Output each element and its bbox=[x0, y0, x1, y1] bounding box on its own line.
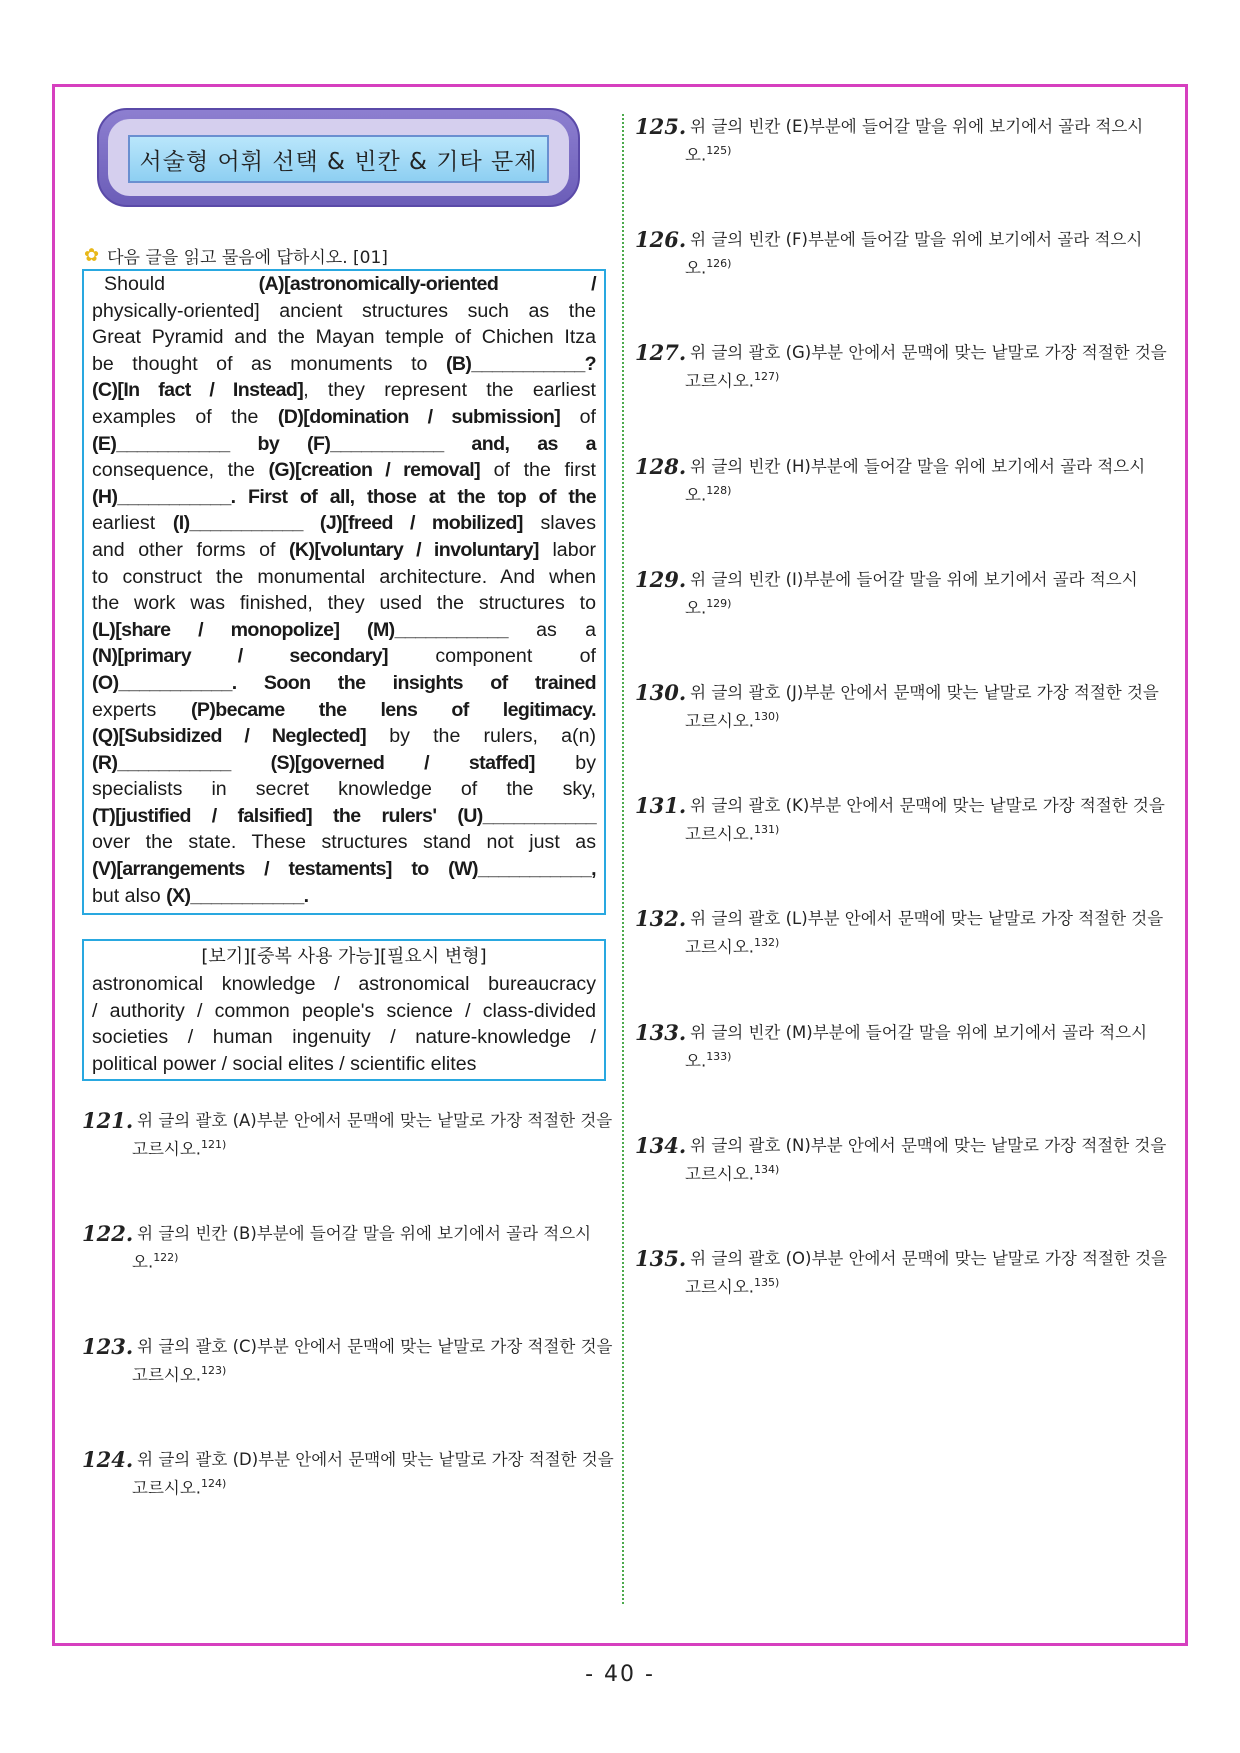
question-number: 130. bbox=[635, 680, 687, 705]
question-text: 위 글의 괄호 (G)부분 안에서 문맥에 맞는 낱말로 가장 적절한 것을 bbox=[690, 343, 1167, 363]
footnote-ref: 125) bbox=[706, 144, 732, 157]
passage-marker: (R)___________ (S)[governed / staffed] bbox=[92, 751, 535, 774]
question-number: 126. bbox=[635, 227, 687, 253]
passage-marker: (T)[justified / falsified] bbox=[92, 804, 313, 827]
passage-marker: (N)[primary / secondary] bbox=[92, 645, 388, 668]
passage-marker: (E)___________ by bbox=[92, 432, 308, 455]
question-number: 132. bbox=[635, 906, 687, 932]
question-text-cont: 오. bbox=[685, 485, 707, 505]
question-135 bbox=[635, 1246, 1165, 1296]
passage-line bbox=[92, 643, 596, 670]
footnote-ref: 129) bbox=[706, 596, 732, 610]
question-121 bbox=[82, 1108, 612, 1158]
passage-marker: (I)___________ (J)[freed / mobilized] bbox=[172, 512, 523, 535]
instruction bbox=[84, 243, 388, 268]
question-text: 위 글의 빈칸 (F)부분에 들어갈 말을 위에 보기에서 골라 적으시 bbox=[690, 230, 1143, 250]
passage-line bbox=[92, 670, 596, 697]
question-text: 위 글의 괄호 (L)부분 안에서 문맥에 맞는 낱말로 가장 적절한 것을 bbox=[690, 909, 1164, 929]
passage-line bbox=[92, 324, 596, 351]
question-128 bbox=[635, 454, 1165, 504]
passage-text: be thought of as monuments to bbox=[92, 352, 446, 375]
question-130 bbox=[635, 680, 1165, 730]
page-title: 서술형 어휘 선택 & 빈칸 & 기타 문제 bbox=[128, 135, 549, 183]
passage-line bbox=[92, 829, 596, 856]
passage-text: specialists in secret knowledge of the sky, bbox=[92, 778, 596, 801]
passage-box bbox=[82, 269, 606, 915]
question-text-cont: 고르시오. bbox=[685, 824, 755, 844]
word-bank-line: political power / social elites / scientific elites bbox=[92, 1052, 477, 1075]
question-text-cont: 오. bbox=[685, 598, 707, 618]
passage-marker: (G)[creation / removal] bbox=[268, 459, 481, 482]
question-132 bbox=[635, 906, 1165, 956]
passage-marker: (C)[In fact / Instead] bbox=[92, 379, 304, 402]
question-text-cont: 오. bbox=[685, 258, 707, 278]
footnote-ref: 128) bbox=[706, 483, 732, 497]
question-text-cont: 고르시오. bbox=[685, 711, 755, 731]
question-129 bbox=[635, 567, 1165, 617]
passage-text: slaves bbox=[522, 512, 597, 535]
question-text: 위 글의 괄호 (O)부분 안에서 문맥에 맞는 낱말로 가장 적절한 것을 bbox=[690, 1249, 1167, 1268]
question-122 bbox=[82, 1221, 612, 1271]
passage-line bbox=[92, 537, 596, 564]
question-number: 129. bbox=[635, 566, 687, 592]
question-123 bbox=[82, 1334, 612, 1384]
question-text: 위 글의 빈칸 (I)부분에 들어갈 말을 위에 보기에서 골라 적으시 bbox=[690, 569, 1138, 589]
passage-line bbox=[92, 723, 596, 750]
column-divider bbox=[622, 114, 624, 1604]
passage-text: by the rulers, a(n) bbox=[366, 725, 596, 748]
passage-line bbox=[92, 803, 596, 830]
question-number: 122. bbox=[82, 1221, 134, 1246]
instruction-text: 다음 글을 읽고 물음에 답하시오. [01] bbox=[107, 248, 388, 268]
question-133 bbox=[635, 1020, 1165, 1070]
question-text: 위 글의 빈칸 (H)부분에 들어갈 말을 위에 보기에서 골라 적으시 bbox=[690, 456, 1146, 476]
passage-marker: to (W)___________, bbox=[391, 858, 597, 881]
question-number: 123. bbox=[82, 1334, 134, 1359]
question-126 bbox=[635, 227, 1165, 277]
question-number: 135. bbox=[635, 1246, 687, 1271]
question-131 bbox=[635, 793, 1165, 843]
passage-line bbox=[92, 404, 596, 431]
word-bank-box bbox=[82, 939, 606, 1081]
passage-marker: (B)___________? bbox=[445, 352, 596, 375]
question-number: 125. bbox=[635, 114, 687, 139]
passage-marker: (K)[voluntary / involuntary] bbox=[289, 538, 539, 561]
passage-line bbox=[92, 457, 596, 484]
question-number: 133. bbox=[635, 1019, 687, 1045]
passage-text: over the state. These structures stand not just as bbox=[92, 831, 596, 854]
word-bank-line: societies / human ingenuity / nature-knowledge / bbox=[92, 1026, 596, 1049]
passage-marker: (V)[arrangements / testaments] bbox=[92, 858, 392, 881]
word-bank-title: [보기][중복 사용 가능][필요시 변형] bbox=[201, 946, 487, 967]
question-text-cont: 고르시오. bbox=[685, 371, 755, 391]
question-text: 위 글의 괄호 (N)부분 안에서 문맥에 맞는 낱말로 가장 적절한 것을 bbox=[690, 1135, 1167, 1155]
question-text-cont: 오. bbox=[132, 1252, 154, 1272]
footnote-ref: 132) bbox=[754, 936, 780, 950]
question-text: 위 글의 빈칸 (E)부분에 들어갈 말을 위에 보기에서 골라 적으시 bbox=[690, 117, 1144, 136]
passage-marker: the rulers' (U)___________ bbox=[312, 804, 596, 827]
passage-text: earliest bbox=[92, 512, 173, 535]
passage-text: component of bbox=[387, 645, 596, 668]
question-text-cont: 고르시오. bbox=[132, 1365, 202, 1385]
passage-marker: (F)___________ and, as a bbox=[307, 432, 596, 455]
passage-text: , they represent the earliest bbox=[303, 379, 596, 402]
title-banner bbox=[97, 108, 580, 207]
footnote-ref: 123) bbox=[201, 1364, 227, 1377]
question-text-cont: 고르시오. bbox=[685, 937, 755, 957]
passage-line bbox=[92, 271, 596, 298]
passage-line bbox=[92, 564, 596, 591]
passage-marker: (L)[share / monopolize] (M)___________ bbox=[92, 618, 508, 641]
question-text-cont: 오. bbox=[685, 145, 707, 165]
footnote-ref: 126) bbox=[706, 257, 732, 271]
footnote-ref: 133) bbox=[706, 1049, 732, 1063]
passage-line bbox=[92, 590, 596, 617]
question-124 bbox=[82, 1447, 612, 1497]
passage-line bbox=[92, 484, 596, 511]
passage-text: as a bbox=[507, 618, 596, 641]
question-text: 위 글의 괄호 (K)부분 안에서 문맥에 맞는 낱말로 가장 적절한 것을 bbox=[690, 796, 1165, 816]
passage-marker: (H)___________. First of all, those at the top of the bbox=[92, 485, 596, 508]
passage-text: of the first bbox=[480, 459, 597, 482]
passage-text: to construct the monumental architecture. And when bbox=[92, 565, 596, 588]
passage-line bbox=[92, 856, 596, 883]
footnote-ref: 122) bbox=[153, 1251, 179, 1264]
passage-text: consequence, the bbox=[92, 459, 269, 482]
passage-marker: (A)[astronomically-oriented / bbox=[258, 273, 596, 295]
question-number: 128. bbox=[635, 453, 687, 479]
question-text-cont: 고르시오. bbox=[685, 1277, 755, 1297]
passage-text: of bbox=[560, 405, 596, 428]
passage-marker: (D)[domination / submission] bbox=[277, 405, 561, 428]
passage-text: but also bbox=[92, 884, 167, 907]
footnote-ref: 130) bbox=[754, 710, 780, 723]
word-bank-line: astronomical knowledge / astronomical bureaucracy bbox=[92, 973, 596, 995]
footnote-ref: 134) bbox=[754, 1162, 780, 1176]
word-bank-line: / authority / common people's science / class-divided bbox=[92, 999, 596, 1022]
passage-line bbox=[92, 617, 596, 644]
flower-icon: ✿ bbox=[84, 245, 100, 266]
passage-marker: (O)___________. Soon the insights of trained bbox=[92, 671, 596, 694]
question-text: 위 글의 괄호 (C)부분 안에서 문맥에 맞는 낱말로 가장 적절한 것을 bbox=[137, 1337, 613, 1356]
question-number: 127. bbox=[635, 340, 687, 366]
passage-text: physically-oriented] bbox=[92, 299, 260, 322]
passage-line bbox=[92, 697, 596, 724]
question-number: 124. bbox=[82, 1447, 134, 1472]
passage-text: Should bbox=[104, 273, 259, 295]
question-125 bbox=[635, 114, 1165, 164]
question-text: 위 글의 괄호 (A)부분 안에서 문맥에 맞는 낱말로 가장 적절한 것을 bbox=[137, 1111, 613, 1130]
footnote-ref: 131) bbox=[754, 823, 780, 837]
passage-line bbox=[92, 431, 596, 458]
question-text-cont: 오. bbox=[685, 1051, 707, 1071]
passage-line bbox=[92, 298, 596, 325]
passage-text: by bbox=[534, 751, 597, 774]
footnote-ref: 127) bbox=[754, 370, 780, 384]
question-134 bbox=[635, 1133, 1165, 1183]
question-text-cont: 고르시오. bbox=[132, 1478, 202, 1498]
passage-marker: (P)became the lens of legitimacy. bbox=[190, 698, 596, 721]
question-text-cont: 고르시오. bbox=[132, 1139, 202, 1159]
passage-line bbox=[92, 750, 596, 777]
passage-text: ancient structures such as the bbox=[259, 299, 596, 322]
passage-line bbox=[92, 883, 596, 910]
passage-text: and other forms of bbox=[92, 538, 289, 561]
question-text: 위 글의 빈칸 (B)부분에 들어갈 말을 위에 보기에서 골라 적으시 bbox=[137, 1224, 592, 1243]
page-number: - 40 - bbox=[585, 1662, 655, 1687]
question-127 bbox=[635, 340, 1165, 390]
passage-line bbox=[92, 776, 596, 803]
passage-line bbox=[92, 510, 596, 537]
passage-text: Great Pyramid and the Mayan temple of Chichen Itza bbox=[92, 326, 596, 349]
footnote-ref: 124) bbox=[201, 1477, 227, 1490]
passage-line bbox=[92, 351, 596, 378]
question-number: 121. bbox=[82, 1108, 134, 1133]
footnote-ref: 135) bbox=[754, 1276, 780, 1289]
question-number: 131. bbox=[635, 793, 687, 819]
question-text: 위 글의 괄호 (D)부분 안에서 문맥에 맞는 낱말로 가장 적절한 것을 bbox=[137, 1450, 614, 1469]
passage-marker: (X)___________. bbox=[166, 884, 309, 907]
passage-text: the work was finished, they used the structures to bbox=[92, 592, 596, 615]
passage-line bbox=[92, 377, 596, 404]
question-text: 위 글의 빈칸 (M)부분에 들어갈 말을 위에 보기에서 골라 적으시 bbox=[690, 1022, 1148, 1042]
question-number: 134. bbox=[635, 1132, 687, 1158]
question-text-cont: 고르시오. bbox=[685, 1164, 755, 1184]
passage-text: examples of the bbox=[92, 405, 278, 428]
passage-text: experts bbox=[92, 698, 191, 721]
question-text: 위 글의 괄호 (J)부분 안에서 문맥에 맞는 낱말로 가장 적절한 것을 bbox=[690, 683, 1159, 702]
passage-text: labor bbox=[538, 538, 597, 561]
footnote-ref: 121) bbox=[201, 1138, 227, 1151]
passage-marker: (Q)[Subsidized / Neglected] bbox=[92, 725, 367, 748]
